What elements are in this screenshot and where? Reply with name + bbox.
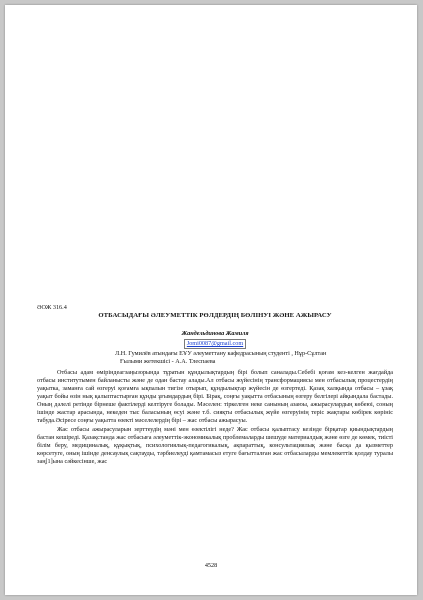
email-row [37,339,393,348]
author-name: Жандельдинова Жамиля [181,330,249,338]
udk-code: ӘОЖ 316.4 [37,304,67,311]
document-page [5,5,417,595]
article-title: ОТБАСЫДАҒЫ ӘЛЕУМЕТТІК РӨЛДЕРДІҢ БӨЛІНУІ ЖӘНЕ АЖЫРАСУ [98,312,332,320]
author-affiliation: Л.Н. Гумилёв атындағы ЕҰУ әлеуметтану кафедрасының студенті , Нұр-Сұлтан [115,349,327,357]
paragraph-2: Жас отбасы ажырасуларын зерттеудің мәні мен өзектілігі неде? Жас отбасы қалыптасу кезінде бірқатар қиындықтардың бастан кешіреді. Қазақстанда жас отбасыға әлеуметтік-экономикалық проблемаларды шешуде материалдық және өзге де көмек, тиісті білім беру, медициналық, құқықтық, психологиялық-педагогикалық, ақпараттық, консультациялық және басқа да қызметтер көрсетуге, оның ішінде денсаулық сақтауды, тәрбиелеуді қамтамасыз етуге бағытталған жас отбасыларды мемлекеттік қолдау туралы заң[1]ына сәйкесінше, жас [37,425,393,465]
paragraph-1: Отбасы адам өміріндеагзаңызорында тұратын құндылықтардың бірі болып саналады.Себебі қоғам кез-келген жағдайда отбасы институтымен байланысты және де одан бастау алады.Ал отбасы жүйесінің трансформацияcы мен отбасылық процестердің уақытка, заманға сай өзгеруі қоғамға ықпалын тигізе отырып, құндылықтар жүйесін де өзгертеді. Қазақ халқында отбасы – ұзақ уақыт бойы өзін нық қалыптастырған құнды ұғымдардың бірі. Бірақ, соңғы уақытта отбасының өзгеру белгілері айқындала бастады. Оның дәлелі ретінде бірнеше фактілерді келтіруге болады. Мәселен: тіркелген неке санының азаюы, ажырасулардың көбеюі, соның ішінде жастар арасында, некеден тыс баласының өсуі және т.б. сияқты отбасылық жүйе өзгеруінің теріс жақтары көбірек көрініс табуда.Әсіресе соңғы уақытта өзекті мәселелердің бірі – жас отбасы ажырасуы. [37,368,393,425]
scientific-supervisor: Ғылыми жетекшісі - А.А. Тлеспаева [120,357,216,365]
page-number: 4528 [204,562,218,569]
author-email-link[interactable]: Jomi0087@gmail.com [184,339,246,348]
article-body [37,304,393,466]
